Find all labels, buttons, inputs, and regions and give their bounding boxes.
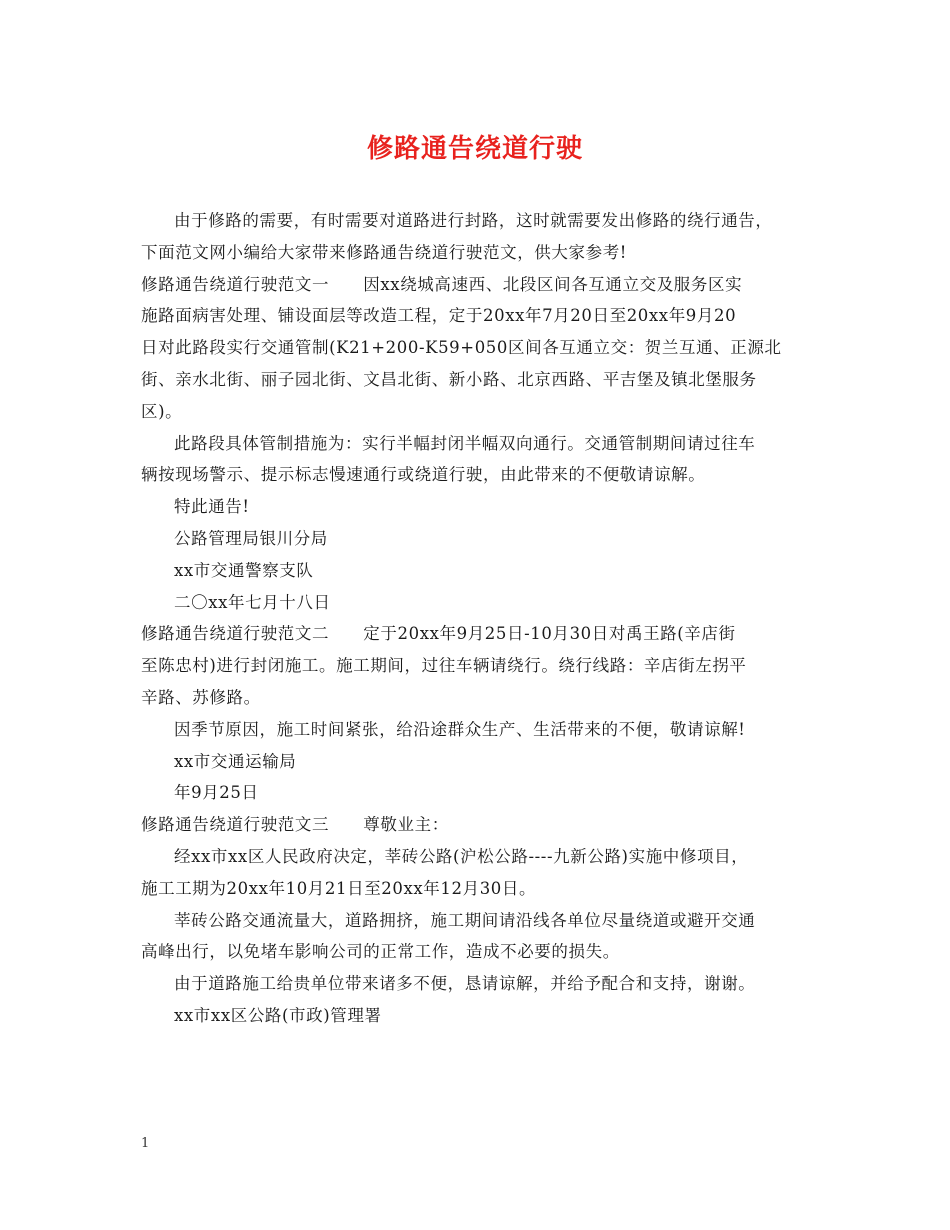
text-line: 特此通告! <box>174 497 250 517</box>
text-line: 施路面病害处理、铺设面层等改造工程，定于20xx年7月20日至20xx年9月20 <box>141 306 737 326</box>
page-number: 1 <box>141 1136 150 1151</box>
text-line: 因季节原因，施工时间紧张，给沿途群众生产、生活带来的不便，敬请谅解! <box>174 719 746 739</box>
text-line: 由于道路施工给贵单位带来诸多不便，恳请谅解，并给予配合和支持，谢谢。 <box>174 974 756 994</box>
document-body <box>141 205 831 1032</box>
text-line: 年9月25日 <box>174 783 259 803</box>
text-line: 修路通告绕道行驶范文一 因xx绕城高速西、北段区间各互通立交及服务区实 <box>141 274 743 294</box>
text-line: 至陈忠村)进行封闭施工。施工期间，过往车辆请绕行。绕行线路：辛店街左拐平 <box>141 656 747 676</box>
text-line: 经xx市xx区人民政府决定，莘砖公路(沪松公路----九新公路)实施中修项目， <box>174 846 749 866</box>
text-line: 区)。 <box>141 401 183 421</box>
text-line: 由于修路的需要，有时需要对道路进行封路，这时就需要发出修路的绕行通告， <box>174 211 773 230</box>
text-line: xx市交通警察支队 <box>174 560 314 580</box>
text-line: 街、亲水北街、丽子园北街、文昌北街、新小路、北京西路、平吉堡及镇北堡服务 <box>141 369 757 389</box>
text-line: xx市xx区公路(市政)管理署 <box>174 1005 382 1025</box>
text-line: xx市交通运输局 <box>174 751 297 771</box>
text-line: 修路通告绕道行驶范文三 尊敬业主： <box>141 815 449 835</box>
text-line: 莘砖公路交通流量大，道路拥挤，施工期间请沿线各单位尽量绕道或避开交通 <box>174 910 756 930</box>
text-line: 高峰出行，以免堵车影响公司的正常工作，造成不必要的损失。 <box>141 942 620 962</box>
text-line: 此路段具体管制措施为：实行半幅封闭半幅双向通行。交通管制期间请过往车 <box>174 433 756 453</box>
text-line: 下面范文网小编给大家带来修路通告绕道行驶范文，供大家参考! <box>141 242 628 262</box>
text-line: 修路通告绕道行驶范文二 定于20xx年9月25日-10月30日对禹王路(辛店街 <box>141 624 736 644</box>
text-line: 辛路、苏修路。 <box>141 687 261 707</box>
text-line: 施工工期为20xx年10月21日至20xx年12月30日。 <box>141 878 537 898</box>
text-line: 公路管理局银川分局 <box>174 528 328 548</box>
document-title: 修路通告绕道行驶 <box>366 134 583 164</box>
text-line: 辆按现场警示、提示标志慢速通行或绕道行驶，由此带来的不便敬请谅解。 <box>141 465 706 485</box>
text-line: 二〇xx年七月十八日 <box>174 592 331 612</box>
text-line: 日对此路段实行交通管制(K21+200-K59+050区间各互通立交：贺兰互通、正源北 <box>141 338 782 358</box>
